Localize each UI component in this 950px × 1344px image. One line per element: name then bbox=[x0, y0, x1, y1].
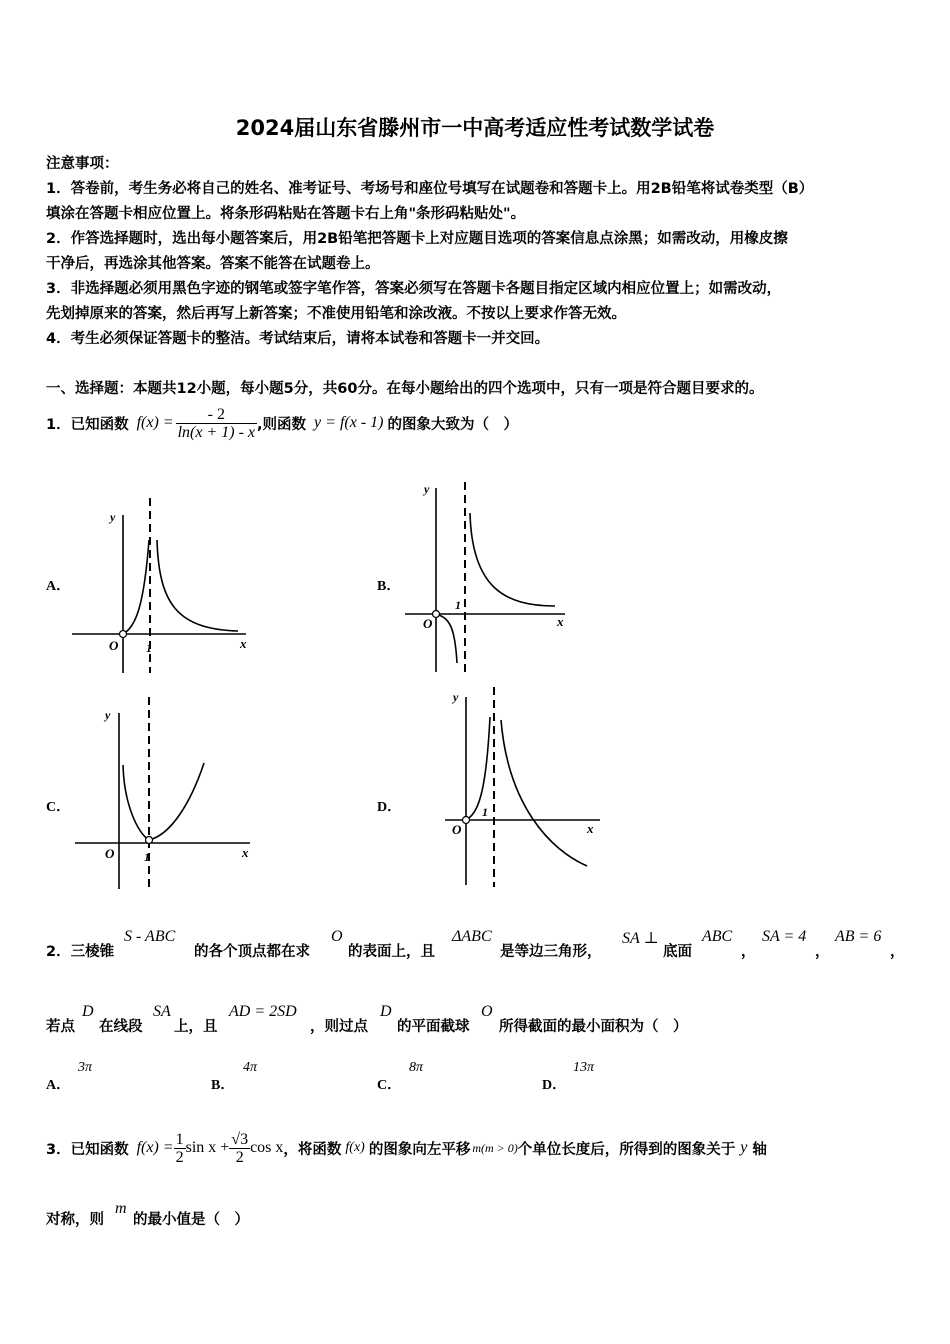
q2-option-c-value[interactable]: 8π bbox=[409, 1060, 424, 1075]
q2-option-c-label[interactable]: C． bbox=[377, 1078, 402, 1093]
q2-l2-m3: AD = 2SD bbox=[229, 1003, 297, 1020]
section-heading: 一、选择题：本题共12小题，每小题5分，共60分。在每小题给出的四个选项中，只有一项是符合题目要求的。 bbox=[46, 381, 764, 397]
origin-point bbox=[463, 817, 470, 824]
q3-frac2-num: √3 bbox=[231, 1130, 249, 1148]
x-label: x bbox=[557, 614, 564, 629]
q2-option-b-value[interactable]: 4π bbox=[243, 1060, 258, 1075]
q2-m3: ΔABC bbox=[452, 928, 492, 945]
q2-p3: 的表面上，且 bbox=[348, 944, 435, 960]
q1-f-lhs: f(x) = bbox=[136, 414, 174, 431]
q3-f-lhs: f(x) = bbox=[136, 1139, 174, 1156]
q2-l2-m4: D bbox=[380, 1003, 392, 1020]
q2-p5: 底面 bbox=[663, 944, 692, 960]
q2-option-a-value[interactable]: 3π bbox=[78, 1060, 93, 1075]
q2-p6: ， bbox=[741, 944, 756, 960]
q1-option-d-label[interactable]: D． bbox=[377, 800, 402, 815]
q1-suffix: 的图象大致为（ ） bbox=[387, 416, 518, 433]
q2-option-d-value[interactable]: 13π bbox=[573, 1060, 595, 1075]
q2-l2-m1: D bbox=[82, 1003, 94, 1020]
y-label: y bbox=[424, 482, 430, 496]
q3-fx: f(x) bbox=[345, 1140, 365, 1155]
q3-mid3: 个单位长度后，所得到的图象关于 bbox=[517, 1141, 736, 1158]
q2-m1: S - ABC bbox=[124, 928, 176, 945]
right-branch bbox=[470, 513, 555, 606]
right-branch bbox=[501, 720, 587, 866]
tick-1: 1 bbox=[146, 641, 152, 655]
q2-m2: O bbox=[331, 928, 343, 945]
q3-mid4: 轴 bbox=[752, 1141, 767, 1158]
notice-heading: 注意事项： bbox=[46, 156, 119, 172]
y-label: y bbox=[105, 708, 111, 722]
q1-graph-d[interactable] bbox=[440, 685, 610, 890]
question-1-stem bbox=[46, 403, 518, 443]
q2-option-a-label[interactable]: A． bbox=[46, 1078, 71, 1093]
q1-prefix: 1．已知函数 bbox=[46, 416, 129, 433]
q3-prefix: 3．已知函数 bbox=[46, 1141, 129, 1158]
notice-line: 2．作答选择题时，选出每小题答案后，用2B铅笔把答题卡上对应题目选项的答案信息点涂黑；如需改动，用橡皮擦 bbox=[46, 231, 788, 247]
right-branch bbox=[157, 540, 238, 631]
origin-label: O bbox=[109, 638, 119, 653]
q3-frac-1 bbox=[174, 1131, 186, 1166]
origin-label: O bbox=[452, 822, 462, 837]
q3-line2-p2: 的最小值是（ ） bbox=[133, 1212, 249, 1228]
point-at-1 bbox=[146, 837, 153, 844]
question-3-stem bbox=[46, 1124, 767, 1172]
q1-graph-a[interactable] bbox=[66, 495, 256, 680]
x-label: x bbox=[242, 845, 249, 860]
q2-p1: 2．三棱锥 bbox=[46, 944, 115, 960]
q2-l2-p4: ，则过点 bbox=[310, 1019, 368, 1035]
origin-label: O bbox=[423, 616, 433, 631]
q2-m5: ABC bbox=[702, 928, 733, 945]
q3-y: y bbox=[740, 1139, 748, 1156]
notice-line: 先划掉原来的答案，然后再写上新答案；不准使用铅笔和涂改液。不按以上要求作答无效。 bbox=[46, 306, 626, 322]
notice-line: 干净后，再选涂其他答案。答案不能答在试题卷上。 bbox=[46, 256, 380, 272]
notice-line: 3．非选择题必须用黑色字迹的钢笔或签字笔作答，答案必须写在答题卡各题目指定区域内相应位置上；如需改动， bbox=[46, 281, 782, 297]
q2-l2-p2: 在线段 bbox=[99, 1019, 143, 1035]
origin-point bbox=[120, 631, 127, 638]
q2-p2: 的各个顶点都在求 bbox=[194, 944, 310, 960]
origin-label: O bbox=[105, 846, 115, 861]
q3-mid1: ，将函数 bbox=[283, 1141, 342, 1158]
q2-option-b-label[interactable]: B． bbox=[211, 1078, 235, 1093]
q3-term2: cos x bbox=[250, 1139, 284, 1156]
left-branch bbox=[436, 614, 457, 663]
q2-l2-p6: 所得截面的最小面积为（ ） bbox=[499, 1019, 688, 1035]
q1-fraction bbox=[176, 406, 257, 441]
q2-l2-p1: 若点 bbox=[46, 1019, 75, 1035]
q3-frac1-num: 1 bbox=[175, 1130, 184, 1148]
q3-term1: sin x + bbox=[185, 1139, 230, 1156]
q2-l2-m2: SA bbox=[153, 1003, 171, 1020]
q1-expr: y = f(x - 1) bbox=[314, 414, 384, 431]
q3-line2-p1: 对称，则 bbox=[46, 1212, 104, 1228]
q1-mid: ,则函数 bbox=[257, 416, 307, 433]
q2-l2-p3: 上，且 bbox=[174, 1019, 218, 1035]
q2-l2-m5: O bbox=[481, 1003, 493, 1020]
q3-frac2-den: 2 bbox=[235, 1148, 244, 1166]
x-label: x bbox=[587, 821, 594, 836]
q2-p4: 是等边三角形， bbox=[500, 944, 602, 960]
notice-line: 1．答卷前，考生务必将自己的姓名、准考证号、考场号和座位号填写在试题卷和答题卡上。用2B铅笔将试卷类型（B） bbox=[46, 181, 814, 197]
q2-m6: SA = 4 bbox=[762, 928, 807, 945]
left-branch bbox=[123, 765, 149, 840]
q3-mid2: 的图象向左平移 bbox=[368, 1141, 471, 1158]
y-label: y bbox=[110, 510, 116, 524]
q1-option-c-label[interactable]: C． bbox=[46, 800, 71, 815]
y-label: y bbox=[453, 690, 459, 704]
tick-1: 1 bbox=[144, 850, 150, 864]
q1-option-b-label[interactable]: B． bbox=[377, 579, 401, 594]
x-label: x bbox=[240, 636, 247, 651]
q1-graph-c[interactable] bbox=[70, 695, 260, 895]
tick-1: 1 bbox=[455, 598, 461, 612]
q1-graph-b[interactable] bbox=[400, 478, 575, 678]
right-branch bbox=[149, 763, 204, 840]
notice-line: 填涂在答题卡相应位置上。将条形码粘贴在答题卡右上角"条形码粘贴处"。 bbox=[46, 206, 526, 222]
q3-frac1-den: 2 bbox=[175, 1148, 184, 1166]
q3-line2-m: m bbox=[115, 1200, 127, 1217]
q2-option-d-label[interactable]: D． bbox=[542, 1078, 567, 1093]
exam-title: 2024届山东省滕州市一中高考适应性考试数学试卷 bbox=[235, 116, 715, 140]
q2-m4: SA ⊥ bbox=[622, 930, 659, 947]
q2-p7: ， bbox=[815, 944, 830, 960]
origin-point bbox=[433, 611, 440, 618]
notice-line: 4．考生必须保证答题卡的整洁。考试结束后，请将本试卷和答题卡一并交回。 bbox=[46, 331, 550, 347]
q3-frac-2 bbox=[229, 1131, 250, 1166]
tick-1: 1 bbox=[482, 805, 488, 819]
q2-p8: ， bbox=[890, 944, 905, 960]
q1-option-a-label[interactable]: A． bbox=[46, 579, 71, 594]
q1-frac-den: ln(x + 1) - x bbox=[177, 423, 256, 441]
q1-frac-num: - 2 bbox=[176, 406, 257, 424]
q2-m7: AB = 6 bbox=[835, 928, 882, 945]
q2-l2-p5: 的平面截球 bbox=[397, 1019, 470, 1035]
left-branch bbox=[123, 540, 149, 634]
q3-shift: m(m > 0) bbox=[472, 1140, 518, 1155]
